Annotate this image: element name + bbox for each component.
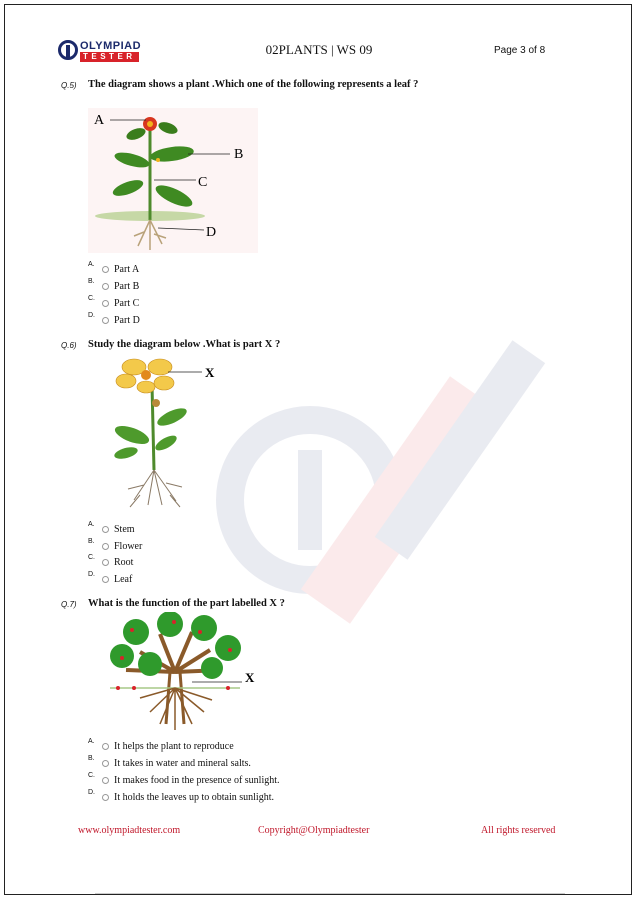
option-text: Leaf <box>114 574 133 585</box>
option-radio-d[interactable] <box>102 576 109 583</box>
option-radio-a[interactable] <box>102 266 109 273</box>
option-text: Part D <box>114 315 140 326</box>
logo-top-text: OLYMPIAD <box>80 40 142 52</box>
option-text: Root <box>114 557 134 568</box>
option-letter: A. <box>88 738 95 745</box>
option-letter: D. <box>88 312 95 319</box>
question-text: Study the diagram below .What is part X ? <box>88 339 281 350</box>
question-number: Q.7) <box>61 600 77 609</box>
figure-label-x: X <box>245 670 255 685</box>
plant-parts-diagram <box>88 108 258 253</box>
option-radio-b[interactable] <box>102 283 109 290</box>
option-radio-d[interactable] <box>102 317 109 324</box>
option-radio-c[interactable] <box>102 559 109 566</box>
option-letter: A. <box>88 521 95 528</box>
option-text: It helps the plant to reproduce <box>114 741 234 752</box>
option-text: It takes in water and mineral salts. <box>114 758 251 769</box>
option-radio-a[interactable] <box>102 743 109 750</box>
option-letter: D. <box>88 789 95 796</box>
option-radio-c[interactable] <box>102 300 109 307</box>
option-letter: D. <box>88 571 95 578</box>
figure-label-b: B <box>234 147 244 162</box>
option-text: Part A <box>114 264 140 275</box>
figure-label-d: D <box>206 225 217 240</box>
option-radio-c[interactable] <box>102 777 109 784</box>
option-letter: B. <box>88 538 95 545</box>
question-number: Q.5) <box>61 81 77 90</box>
option-letter: C. <box>88 295 95 302</box>
option-radio-b[interactable] <box>102 543 109 550</box>
option-letter: B. <box>88 755 95 762</box>
option-letter: A. <box>88 261 95 268</box>
footer-copyright: Copyright@Olympiadtester <box>258 825 370 836</box>
option-letter: B. <box>88 278 95 285</box>
option-radio-a[interactable] <box>102 526 109 533</box>
option-text: It holds the leaves up to obtain sunlight. <box>114 792 274 803</box>
logo-bottom-text: TESTER <box>80 52 139 62</box>
figure-label-c: C <box>198 175 208 190</box>
footer-rights: All rights reserved <box>481 825 556 836</box>
option-radio-b[interactable] <box>102 760 109 767</box>
question-text: The diagram shows a plant .Which one of the following represents a leaf ? <box>88 79 419 90</box>
worksheet-title: 02PLANTS | WS 09 <box>265 42 373 57</box>
option-text: Stem <box>114 524 135 535</box>
option-text: Part C <box>114 298 140 309</box>
figure-label-a: A <box>94 113 105 128</box>
footer-website-link[interactable]: www.olympiadtester.com <box>78 825 181 836</box>
option-text: Flower <box>114 541 143 552</box>
tree-diagram <box>100 612 270 737</box>
option-letter: C. <box>88 772 95 779</box>
page-number: Page 3 of 8 <box>494 45 546 56</box>
option-radio-d[interactable] <box>102 794 109 801</box>
option-text: Part B <box>114 281 140 292</box>
figure-label-x: X <box>205 365 215 380</box>
option-letter: C. <box>88 554 95 561</box>
flowering-plant-diagram <box>104 355 224 515</box>
option-text: It makes food in the presence of sunlight. <box>114 775 280 786</box>
bottom-divider <box>95 893 565 894</box>
question-text: What is the function of the part labelled X ? <box>88 598 285 609</box>
question-number: Q.6) <box>61 341 77 350</box>
